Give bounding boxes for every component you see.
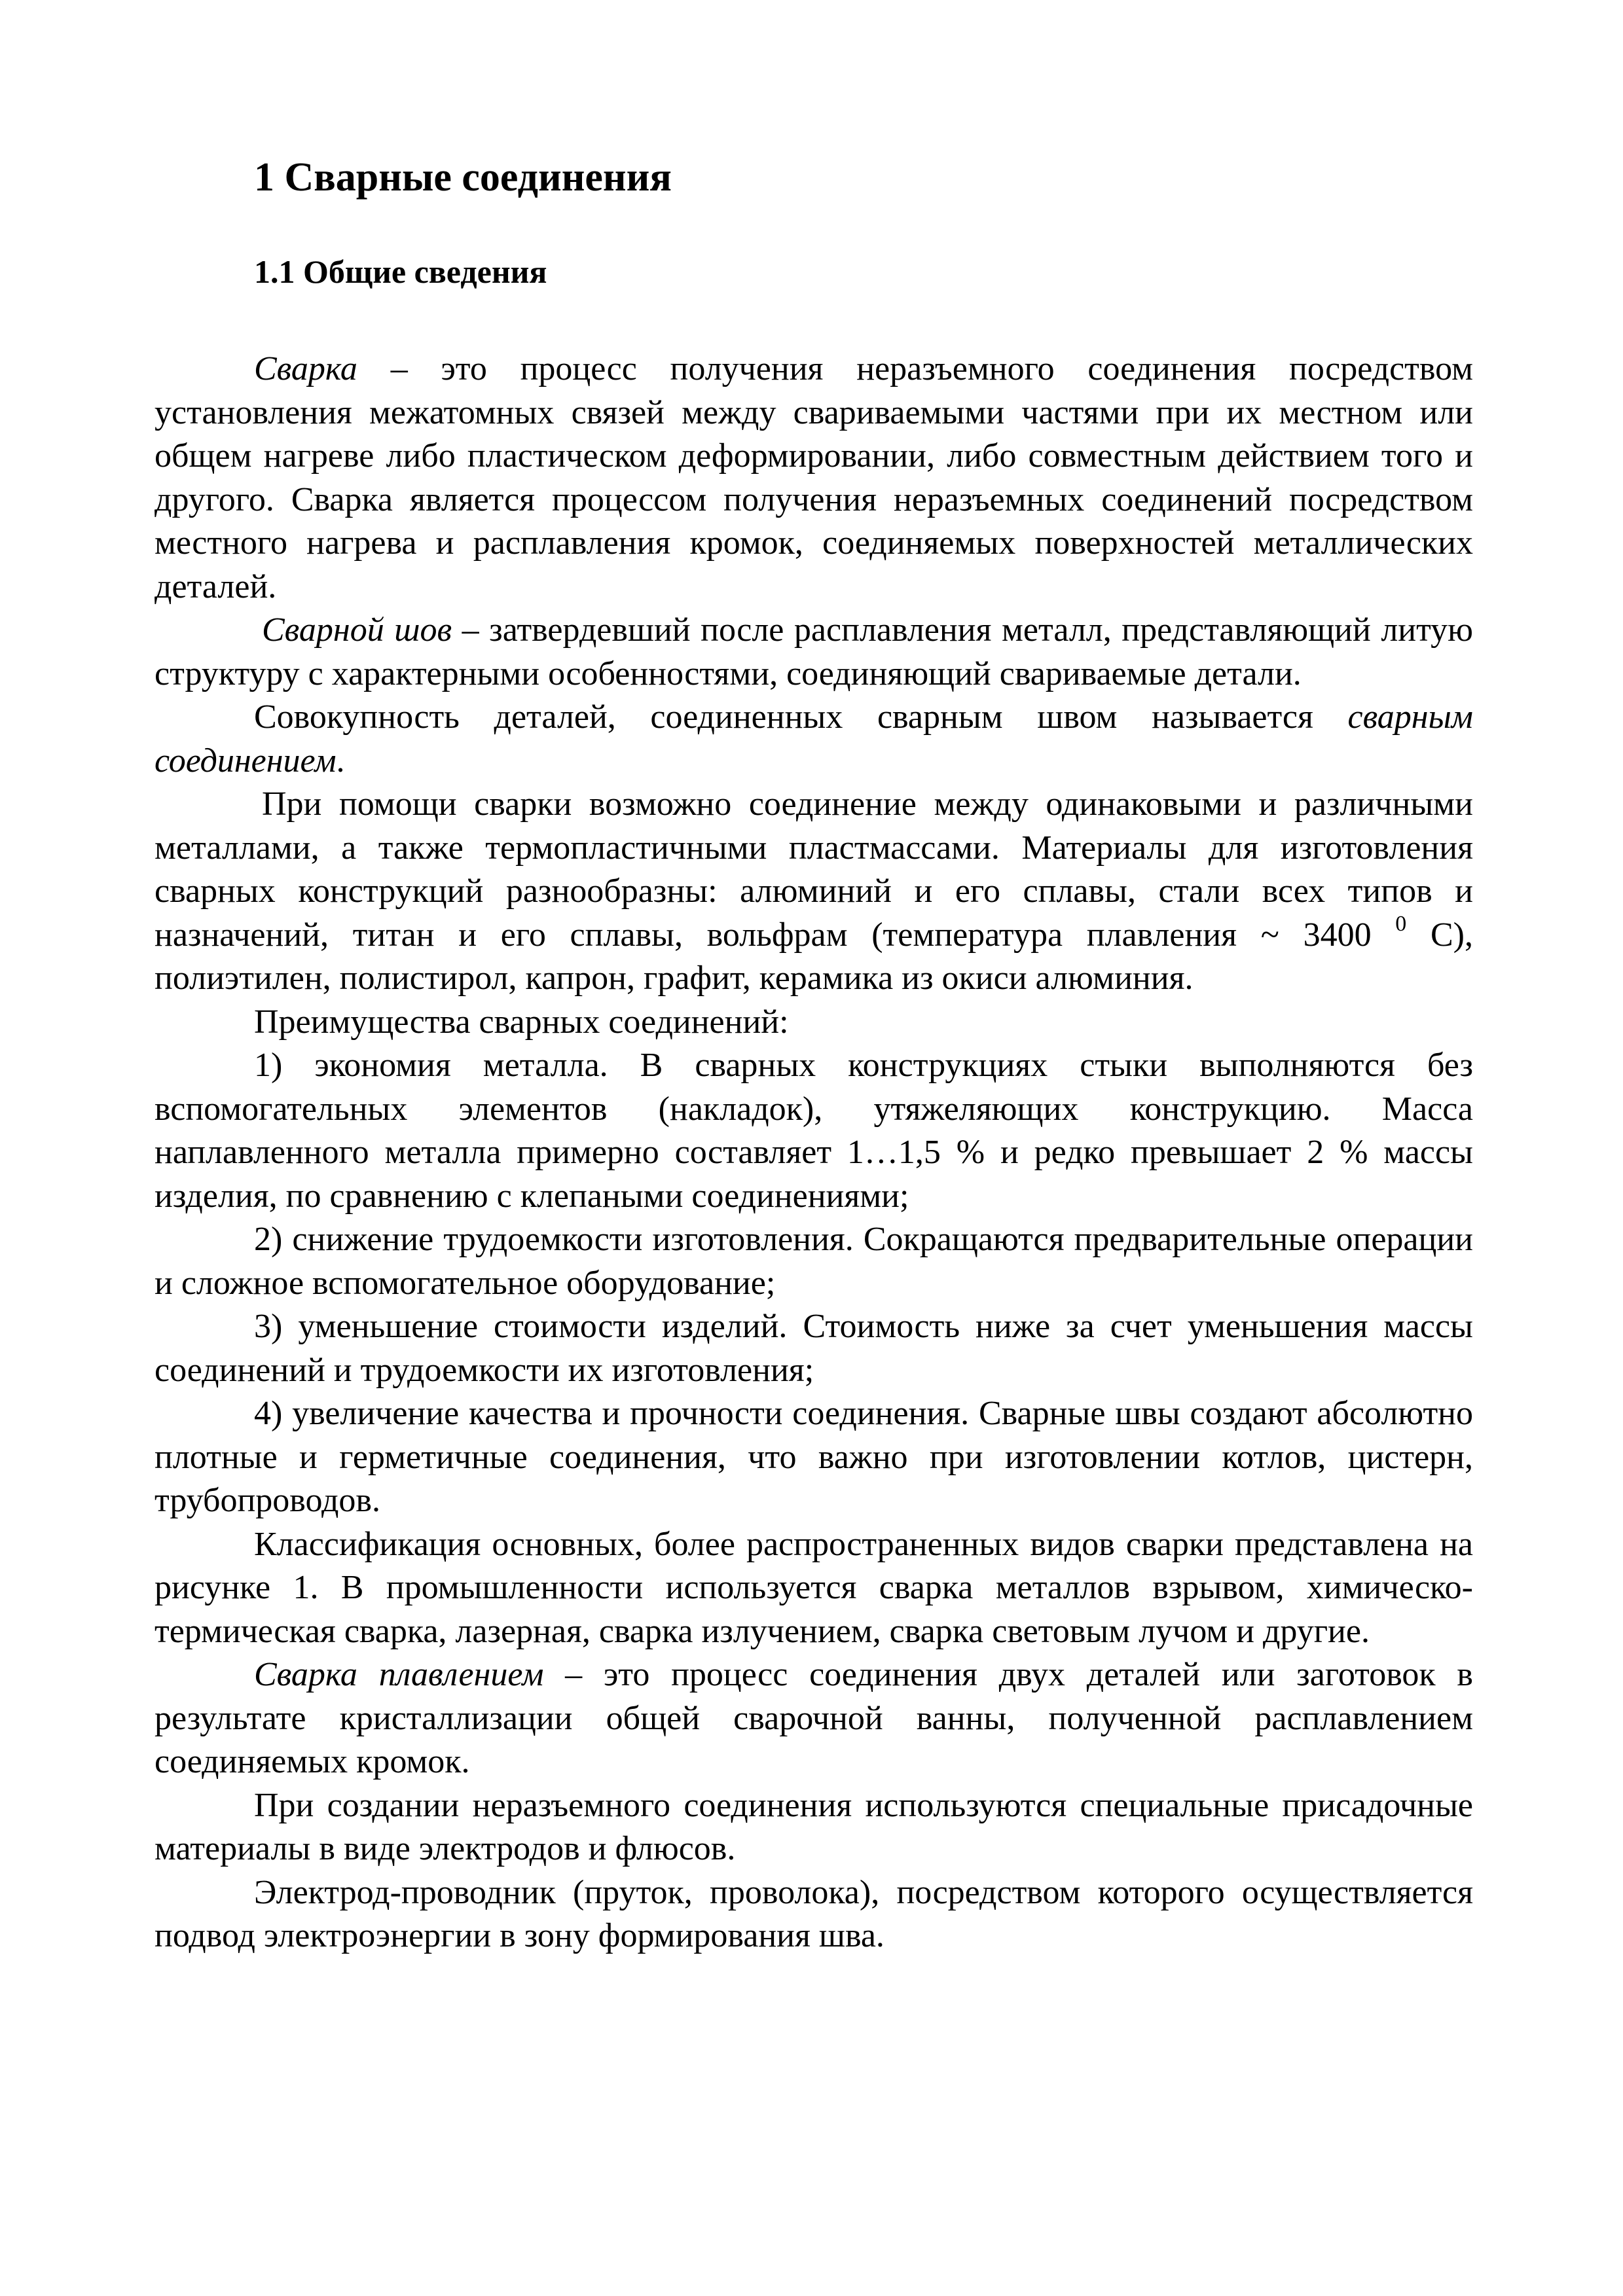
paragraph-welded-joint-definition (155, 696, 1473, 783)
list-item-advantage-2: 2) снижение трудоемкости изготовления. Сокращаются предварительные операции и сложное вспомогательное оборудование; (155, 1221, 1473, 1302)
term-weld-seam: Сварной шов (262, 611, 452, 649)
term-fusion-welding: Сварка плавлением (254, 1656, 544, 1693)
paragraph-fusion-welding (155, 1653, 1473, 1784)
degree-superscript: 0 (1395, 912, 1407, 937)
term-welding: Сварка (254, 350, 357, 387)
paragraph-advantages-heading: Преимущества сварных соединений: (254, 1003, 789, 1041)
paragraph-text: – это процесс получения неразъемного соединения посредством установления межатомных связей между свариваемыми частями при их местном или общем нагреве либо пластическом деформировании, либо совместным действием того и другого. Сварка является процессом получения неразъемных соединений посредством местного нагрева и расплавления кромок, соединяемых поверхностей металлических деталей. (155, 350, 1473, 605)
paragraph-filler-materials: При создании неразъемного соединения используются специальные присадочные материалы в виде электродов и флюсов. (155, 1786, 1473, 1867)
paragraph-text: При помощи сварки возможно соединение между одинаковыми и различными металлами, а также термопластичными пластмассами. Материалы для изготовления сварных конструкций разнообразны: алюминий и его сплавы, стали всех типов и назначений, титан и его сплавы, вольфрам (температура плавления ~ 3400 (155, 785, 1473, 954)
list-item-advantage-1: 1) экономия металла. В сварных конструкциях стыки выполняются без вспомогательных элементов (накладок), утяжеляющих конструкцию. Масса наплавленного металла примерно составляет 1…1,5 % и редко превышает 2 % массы изделия, по сравнению с клепаными соединениями; (155, 1047, 1473, 1215)
paragraph-end: . (336, 742, 345, 780)
term-welded-joint: сварным соединением (155, 698, 1473, 780)
paragraph-welding-definition (155, 348, 1473, 609)
paragraph-classification: Классификация основных, более распространенных видов сварки представлена на рисунке 1. В промышленности используется сварка металлов взрывом, химическо-термическая сварка, лазерная, сварка излучением, сварка световым лучом и другие. (155, 1525, 1473, 1650)
paragraph-text: – это процесс соединения двух деталей или заготовок в результате кристаллизации общей сварочной ванны, полученной расплавлением соединяемых кромок. (155, 1656, 1473, 1780)
paragraph-weld-seam-definition (155, 609, 1473, 696)
body-text (155, 348, 1473, 1958)
chapter-title: 1 Сварные соединения (254, 155, 672, 200)
section-title: 1.1 Общие сведения (254, 253, 547, 290)
paragraph-materials (155, 783, 1473, 1001)
paragraph-text: – затвердевший после расплавления металл, представляющий литую структуру с характерными особенностями, соединяющий свариваемые детали. (155, 611, 1473, 692)
list-item-advantage-4: 4) увеличение качества и прочности соединения. Сварные швы создают абсолютно плотные и герметичные соединения, что важно при изготовлении котлов, цистерн, трубопроводов. (155, 1395, 1473, 1519)
page-content (155, 154, 1473, 1958)
paragraph-electrode: Электрод-проводник (пруток, проволока), посредством которого осуществляется подвод электроэнергии в зону формирования шва. (155, 1873, 1473, 1954)
paragraph-text: Совокупность деталей, соединенных сварным швом называется (254, 698, 1348, 736)
paragraph-text: С), полиэтилен, полистирол, капрон, графит, керамика из окиси алюминия. (155, 916, 1473, 997)
list-item-advantage-3: 3) уменьшение стоимости изделий. Стоимость ниже за счет уменьшения массы соединений и трудоемкости их изготовления; (155, 1308, 1473, 1389)
